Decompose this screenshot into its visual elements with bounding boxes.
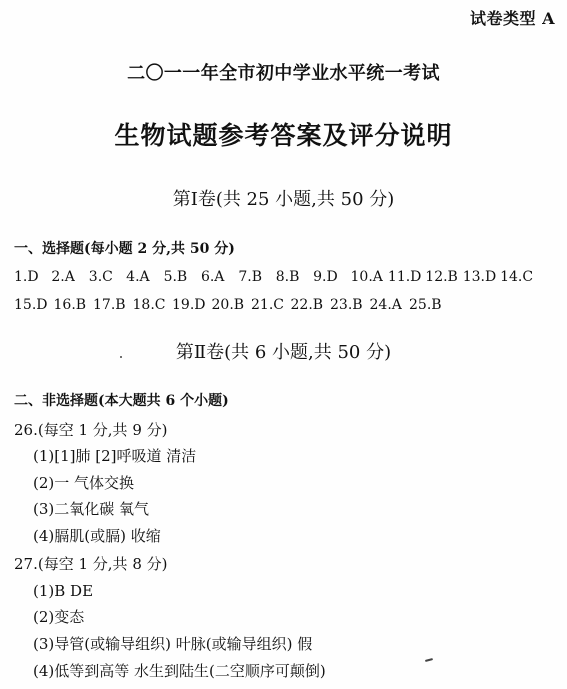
answer-item: 6.A [200, 269, 225, 285]
answer-item: 10.A [350, 269, 383, 285]
answer-item: 18.C [132, 297, 166, 313]
question-26-answer-4: (4)膈肌(或膈) 收缩 [33, 527, 161, 545]
answer-row-1 [14, 270, 537, 284]
question-27-header: 27.(每空 1 分,共 8 分) [14, 555, 168, 573]
answer-item: 8.B [275, 269, 300, 285]
answer-item: 11.D [387, 269, 422, 285]
answer-item: 2.A [51, 269, 75, 285]
question-27-answer-2: (2)变态 [33, 608, 85, 626]
answer-item: 9.D [313, 269, 338, 285]
answer-item: 13.D [462, 269, 497, 285]
question-26-answer-3: (3)二氧化碳 氧气 [33, 500, 150, 518]
question-26-header: 26.(每空 1 分,共 9 分) [14, 421, 168, 439]
answer-item: 22.B [290, 297, 324, 313]
answer-item: 25.B [409, 297, 442, 313]
question-27-answer-3: (3)导管(或输导组织) 叶脉(或输导组织) 假 [33, 635, 313, 653]
answer-item: 1.D [14, 269, 39, 285]
answer-item: 20.B [211, 297, 245, 313]
answer-item: 19.D [172, 297, 206, 313]
answer-item: 17.B [93, 297, 126, 313]
scan-mark [425, 658, 433, 662]
question-27-answer-1: (1)B DE [33, 582, 94, 600]
answer-item: 23.B [330, 297, 363, 313]
part-2-title: 第Ⅱ卷(共 6 小题,共 50 分) [175, 342, 392, 363]
scan-speck [120, 356, 122, 358]
multiple-choice-heading: 一、选择题(每小题 2 分,共 50 分) [14, 241, 235, 257]
answer-item: 5.B [163, 269, 188, 285]
answer-item: 16.B [53, 297, 87, 313]
answer-item: 14.C [500, 269, 534, 285]
exam-title: 二〇一一年全市初中学业水平统一考试 [127, 63, 440, 84]
question-27-answer-4: (4)低等到高等 水生到陆生(二空顺序可颠倒) [33, 662, 326, 680]
paper-type-label: 试卷类型 A [470, 9, 555, 28]
non-multiple-choice-heading: 二、非选择题(本大题共 6 个小题) [14, 393, 229, 409]
part-1-title: 第Ⅰ卷(共 25 小题,共 50 分) [172, 189, 395, 210]
answer-item: 7.B [238, 269, 262, 285]
answer-item: 12.B [425, 269, 458, 285]
question-26-answer-1: (1)[1]肺 [2]呼吸道 清洁 [33, 447, 197, 465]
answer-item: 3.C [88, 269, 113, 285]
question-26-answer-2: (2)一 气体交换 [33, 474, 135, 492]
answer-row-2 [14, 298, 449, 312]
answer-item: 24.A [369, 297, 402, 313]
answer-item: 21.C [251, 297, 284, 313]
answer-item: 15.D [14, 297, 48, 313]
answer-item: 4.A [126, 269, 150, 285]
document-title: 生物试题参考答案及评分说明 [114, 121, 453, 150]
